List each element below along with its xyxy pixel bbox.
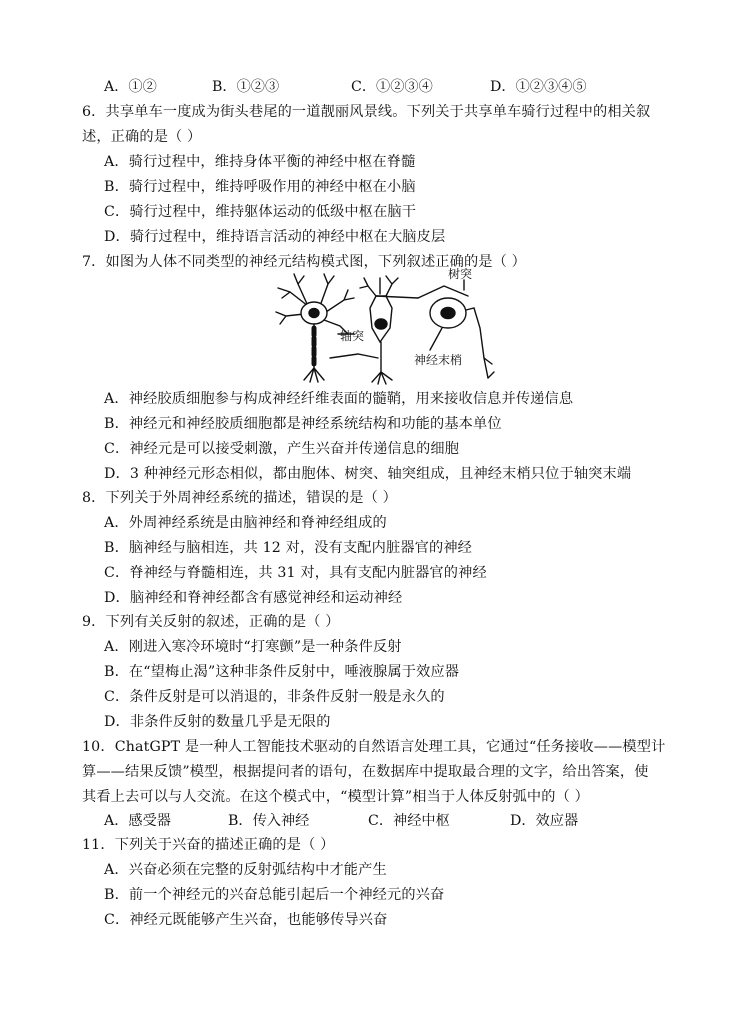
q10-stem-cont-2: 其看上去可以与人交流。在这个模式中，“模型计算”相当于人体反射弧中的（ ） [82, 789, 589, 805]
q11-option-a: A．兴奋必须在完整的反射弧结构中才能产生 [104, 862, 387, 878]
q7-option-b: B．神经元和神经胶质细胞都是神经系统结构和功能的基本单位 [104, 416, 502, 432]
q8-option-d: D．脑神经和脊神经都含有感觉神经和运动神经 [104, 590, 403, 606]
q9-option-a: A．刚进入寒冷环境时“打寒颤”是一种条件反射 [104, 639, 402, 655]
q7-option-c: C．神经元是可以接受刺激，产生兴奋并传递信息的细胞 [104, 441, 460, 457]
label-nerve-ending: 神经末梢 [414, 353, 463, 367]
q9-option-c: C．条件反射是可以消退的，非条件反射一般是永久的 [104, 689, 445, 705]
q10-stem-cont-1: 算——结果反馈”模型，根据提问者的语句，在数据库中提取最合理的文字，给出答案，使 [82, 764, 649, 780]
q6-option-b: B．骑行过程中，维持呼吸作用的神经中枢在小脑 [104, 179, 416, 195]
q7-option-d: D．3 种神经元形态相似，都由胞体、树突、轴突组成，且神经末梢只位于轴突末端 [104, 466, 632, 482]
q10-option-a: A．感受器 [104, 813, 171, 829]
q11-stem: 11．下列关于兴奋的描述正确的是（ ） [82, 837, 335, 853]
q10-option-b: B．传入神经 [228, 813, 310, 829]
neuron-diagram [268, 268, 496, 388]
q7-stem: 7．如图为人体不同类型的神经元结构模式图，下列叙述正确的是（ ） [82, 254, 526, 270]
q10-options [104, 812, 624, 830]
label-axon: 轴突 [340, 329, 365, 343]
q5-options [104, 78, 664, 96]
q9-option-b: B．在“望梅止渴”这种非条件反射中，唾液腺属于效应器 [104, 664, 460, 680]
q6-option-a: A．骑行过程中，维持身体平衡的神经中枢在脊髓 [104, 154, 416, 170]
q6-stem: 6．共享单车一度成为街头巷尾的一道靓丽风景线。下列关于共享单车骑行过程中的相关叙 [82, 104, 651, 120]
q8-option-b: B．脑神经与脑相连，共 12 对，没有支配内脏器官的神经 [104, 540, 473, 556]
q11-option-b: B．前一个神经元的兴奋总能引起后一个神经元的兴奋 [104, 887, 445, 903]
q5-option-b: B．①②③ [212, 79, 280, 95]
q8-option-a: A．外周神经系统是由脑神经和脊神经组成的 [104, 515, 387, 531]
q7-option-a: A．神经胶质细胞参与构成神经纤维表面的髓鞘，用来接收信息并传递信息 [104, 391, 574, 407]
q10-stem: 10．ChatGPT 是一种人工智能技术驱动的自然语言处理工具，它通过“任务接收——模型计 [82, 739, 666, 755]
q6-option-d: D．骑行过程中，维持语言活动的神经中枢在大脑皮层 [104, 229, 446, 245]
q10-option-d: D．效应器 [510, 813, 579, 829]
q5-option-a: A．①② [104, 79, 157, 95]
q11-option-c: C．神经元既能够产生兴奋，也能够传导兴奋 [104, 912, 388, 928]
q9-option-d: D．非条件反射的数量几乎是无限的 [104, 714, 331, 730]
q6-option-c: C．骑行过程中，维持躯体运动的低级中枢在脑干 [104, 204, 417, 220]
q6-stem-cont: 述，正确的是（ ） [82, 129, 202, 145]
q8-option-c: C．脊神经与脊髓相连，共 31 对，具有支配内脏器官的神经 [104, 565, 487, 581]
q5-option-d: D．①②③④⑤ [490, 79, 587, 95]
label-dendrite: 树突 [448, 268, 473, 281]
q8-stem: 8．下列关于外周神经系统的描述，错误的是（ ） [82, 490, 397, 506]
q5-option-c: C．①②③④ [351, 79, 433, 95]
q9-stem: 9．下列有关反射的叙述，正确的是（ ） [82, 614, 340, 630]
q10-option-c: C．神经中枢 [368, 813, 450, 829]
